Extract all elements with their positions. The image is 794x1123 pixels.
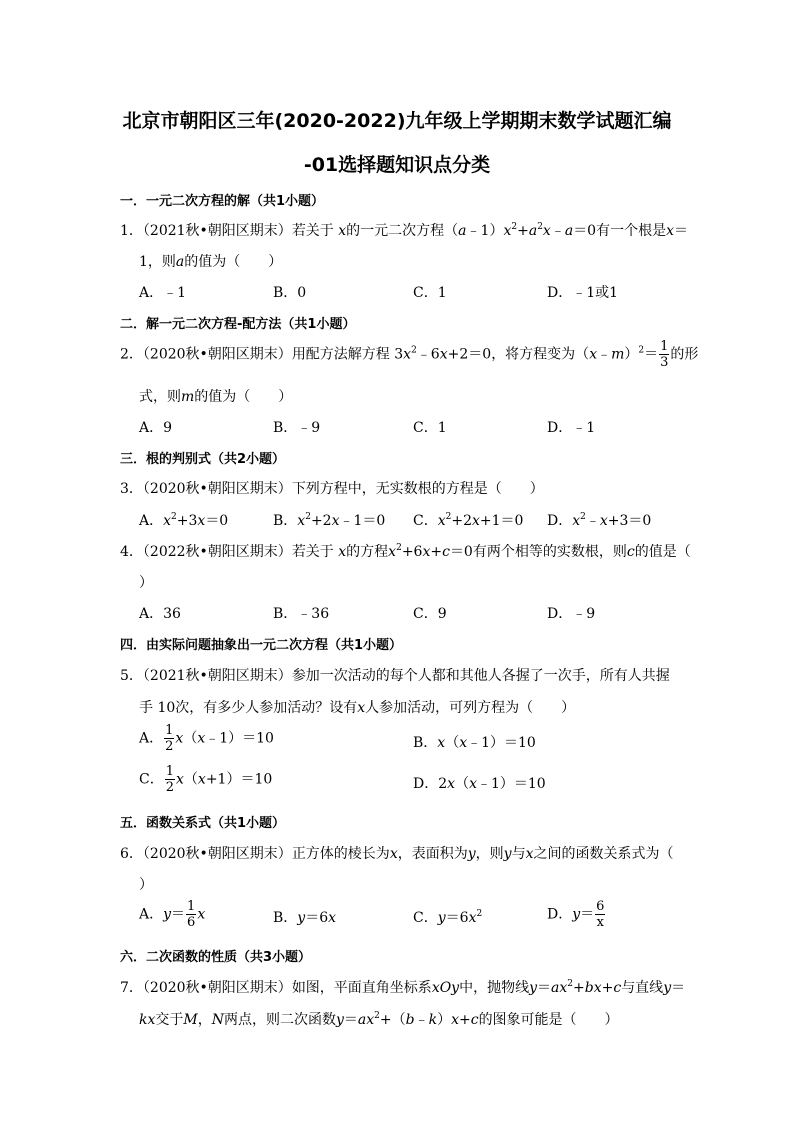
q4-option-a[interactable]: A．36 bbox=[139, 606, 181, 622]
q1-option-a[interactable]: A．﹣1 bbox=[139, 285, 187, 301]
q5-option-c[interactable]: C． $\frac{1}{2}$ x（x+1）＝10 bbox=[139, 764, 273, 795]
q6-option-a[interactable]: A．y＝ $\frac{1}{6}$ x bbox=[139, 899, 206, 930]
q3-option-d[interactable]: D．$x^2﹣x+3=0$ bbox=[547, 512, 652, 529]
page-subtitle: -01选择题知识点分类 bbox=[303, 154, 491, 176]
question-5-cont: 手 10次，有多少人参加活动？设有x人参加活动，可列方程为（ ） bbox=[139, 700, 576, 716]
question-6: 6．（2020秋•朝阳区期末）正方体的棱长为x，表面积为y，则y与x之间的函数关系式为（ bbox=[120, 846, 674, 862]
q5-option-d[interactable]: D．2x（x﹣1）＝10 bbox=[413, 776, 546, 792]
question-5: 5．（2021秋•朝阳区期末）参加一次活动的每个人都和其他人各握了一次手，所有人共握 bbox=[120, 668, 670, 684]
q4-option-d[interactable]: D．﹣9 bbox=[547, 606, 596, 622]
q5-option-b[interactable]: B．x（x﹣1）＝10 bbox=[413, 735, 536, 751]
section-heading-2: 二．解一元二次方程-配方法（共1小题） bbox=[120, 317, 356, 332]
section-heading-4: 四．由实际问题抽象出一元二次方程（共1小题） bbox=[120, 638, 403, 653]
question-3: 3．（2020秋•朝阳区期末）下列方程中，无实数根的方程是（ ） bbox=[120, 481, 544, 497]
q2-option-b[interactable]: B．﹣9 bbox=[273, 420, 321, 436]
fraction-one-third: $\frac{1}{3}$ bbox=[660, 339, 669, 370]
q1-option-d[interactable]: D．﹣1或1 bbox=[547, 285, 619, 301]
q3-option-a[interactable]: A．$x^2+3x=0$ bbox=[139, 512, 229, 529]
question-2-cont: 式，则m的值为（ ） bbox=[139, 389, 293, 405]
q1-option-b[interactable]: B．0 bbox=[273, 285, 307, 301]
q4-option-c[interactable]: C．9 bbox=[413, 606, 447, 622]
question-1: 1．（2021秋•朝阳区期末）若关于 x的一元二次方程$(a﹣1)x^2+a^2x﹣a=0$有一个根是x＝ bbox=[120, 222, 689, 239]
question-1-cont: 1，则a的值为（ ） bbox=[139, 254, 283, 270]
q4-option-b[interactable]: B．﹣36 bbox=[273, 606, 330, 622]
section-heading-1: 一．一元二次方程的解（共1小题） bbox=[120, 194, 325, 209]
question-4-cont: ） bbox=[139, 575, 153, 591]
q6-option-b[interactable]: B．y＝6x bbox=[273, 910, 337, 926]
q3-option-c[interactable]: C．$x^2+2x+1=0$ bbox=[413, 512, 524, 529]
question-7-cont: kx交于M，N两点，则二次函数$y=ax^2+(b﹣k)x+c$的图象可能是（ ） bbox=[139, 1011, 619, 1028]
q3-option-b[interactable]: B．$x^2+2x﹣1=0$ bbox=[273, 512, 386, 529]
q1-option-c[interactable]: C．1 bbox=[413, 285, 447, 301]
q2-option-c[interactable]: C．1 bbox=[413, 420, 447, 436]
section-heading-6: 六．二次函数的性质（共3小题） bbox=[120, 950, 312, 965]
page-title: 北京市朝阳区三年(2020-2022)九年级上学期期末数学试题汇编 bbox=[122, 110, 672, 132]
question-2: 2．（2020秋•朝阳区期末）用配方法解方程 $3x^2﹣6x+2=0$，将方程变为（x﹣m）$^2$＝ $\frac{1}{3}$ 的形 bbox=[120, 339, 699, 370]
q2-option-a[interactable]: A．9 bbox=[139, 420, 173, 436]
question-4: 4．（2022秋•朝阳区期末）若关于 x的方程$x^2+6x+c=0$有两个相等的实数根，则c的值是（ bbox=[120, 543, 691, 560]
q6-option-c[interactable]: C．$y=6x^2$ bbox=[413, 909, 483, 926]
q5-option-a[interactable]: A． $\frac{1}{2}$ x（x﹣1）＝10 bbox=[139, 723, 274, 754]
section-heading-5: 五．函数关系式（共1小题） bbox=[120, 816, 286, 831]
q2-option-d[interactable]: D．﹣1 bbox=[547, 420, 596, 436]
question-7: 7．（2020秋•朝阳区期末）如图，平面直角坐标系xOy中，抛物线$y=ax^2+bx+c$与直线y＝ bbox=[120, 979, 686, 996]
q6-option-d[interactable]: D．y＝ $\frac{6}{x}$ bbox=[547, 899, 605, 930]
section-heading-3: 三．根的判别式（共2小题） bbox=[120, 452, 286, 467]
question-6-cont: ） bbox=[139, 877, 153, 893]
